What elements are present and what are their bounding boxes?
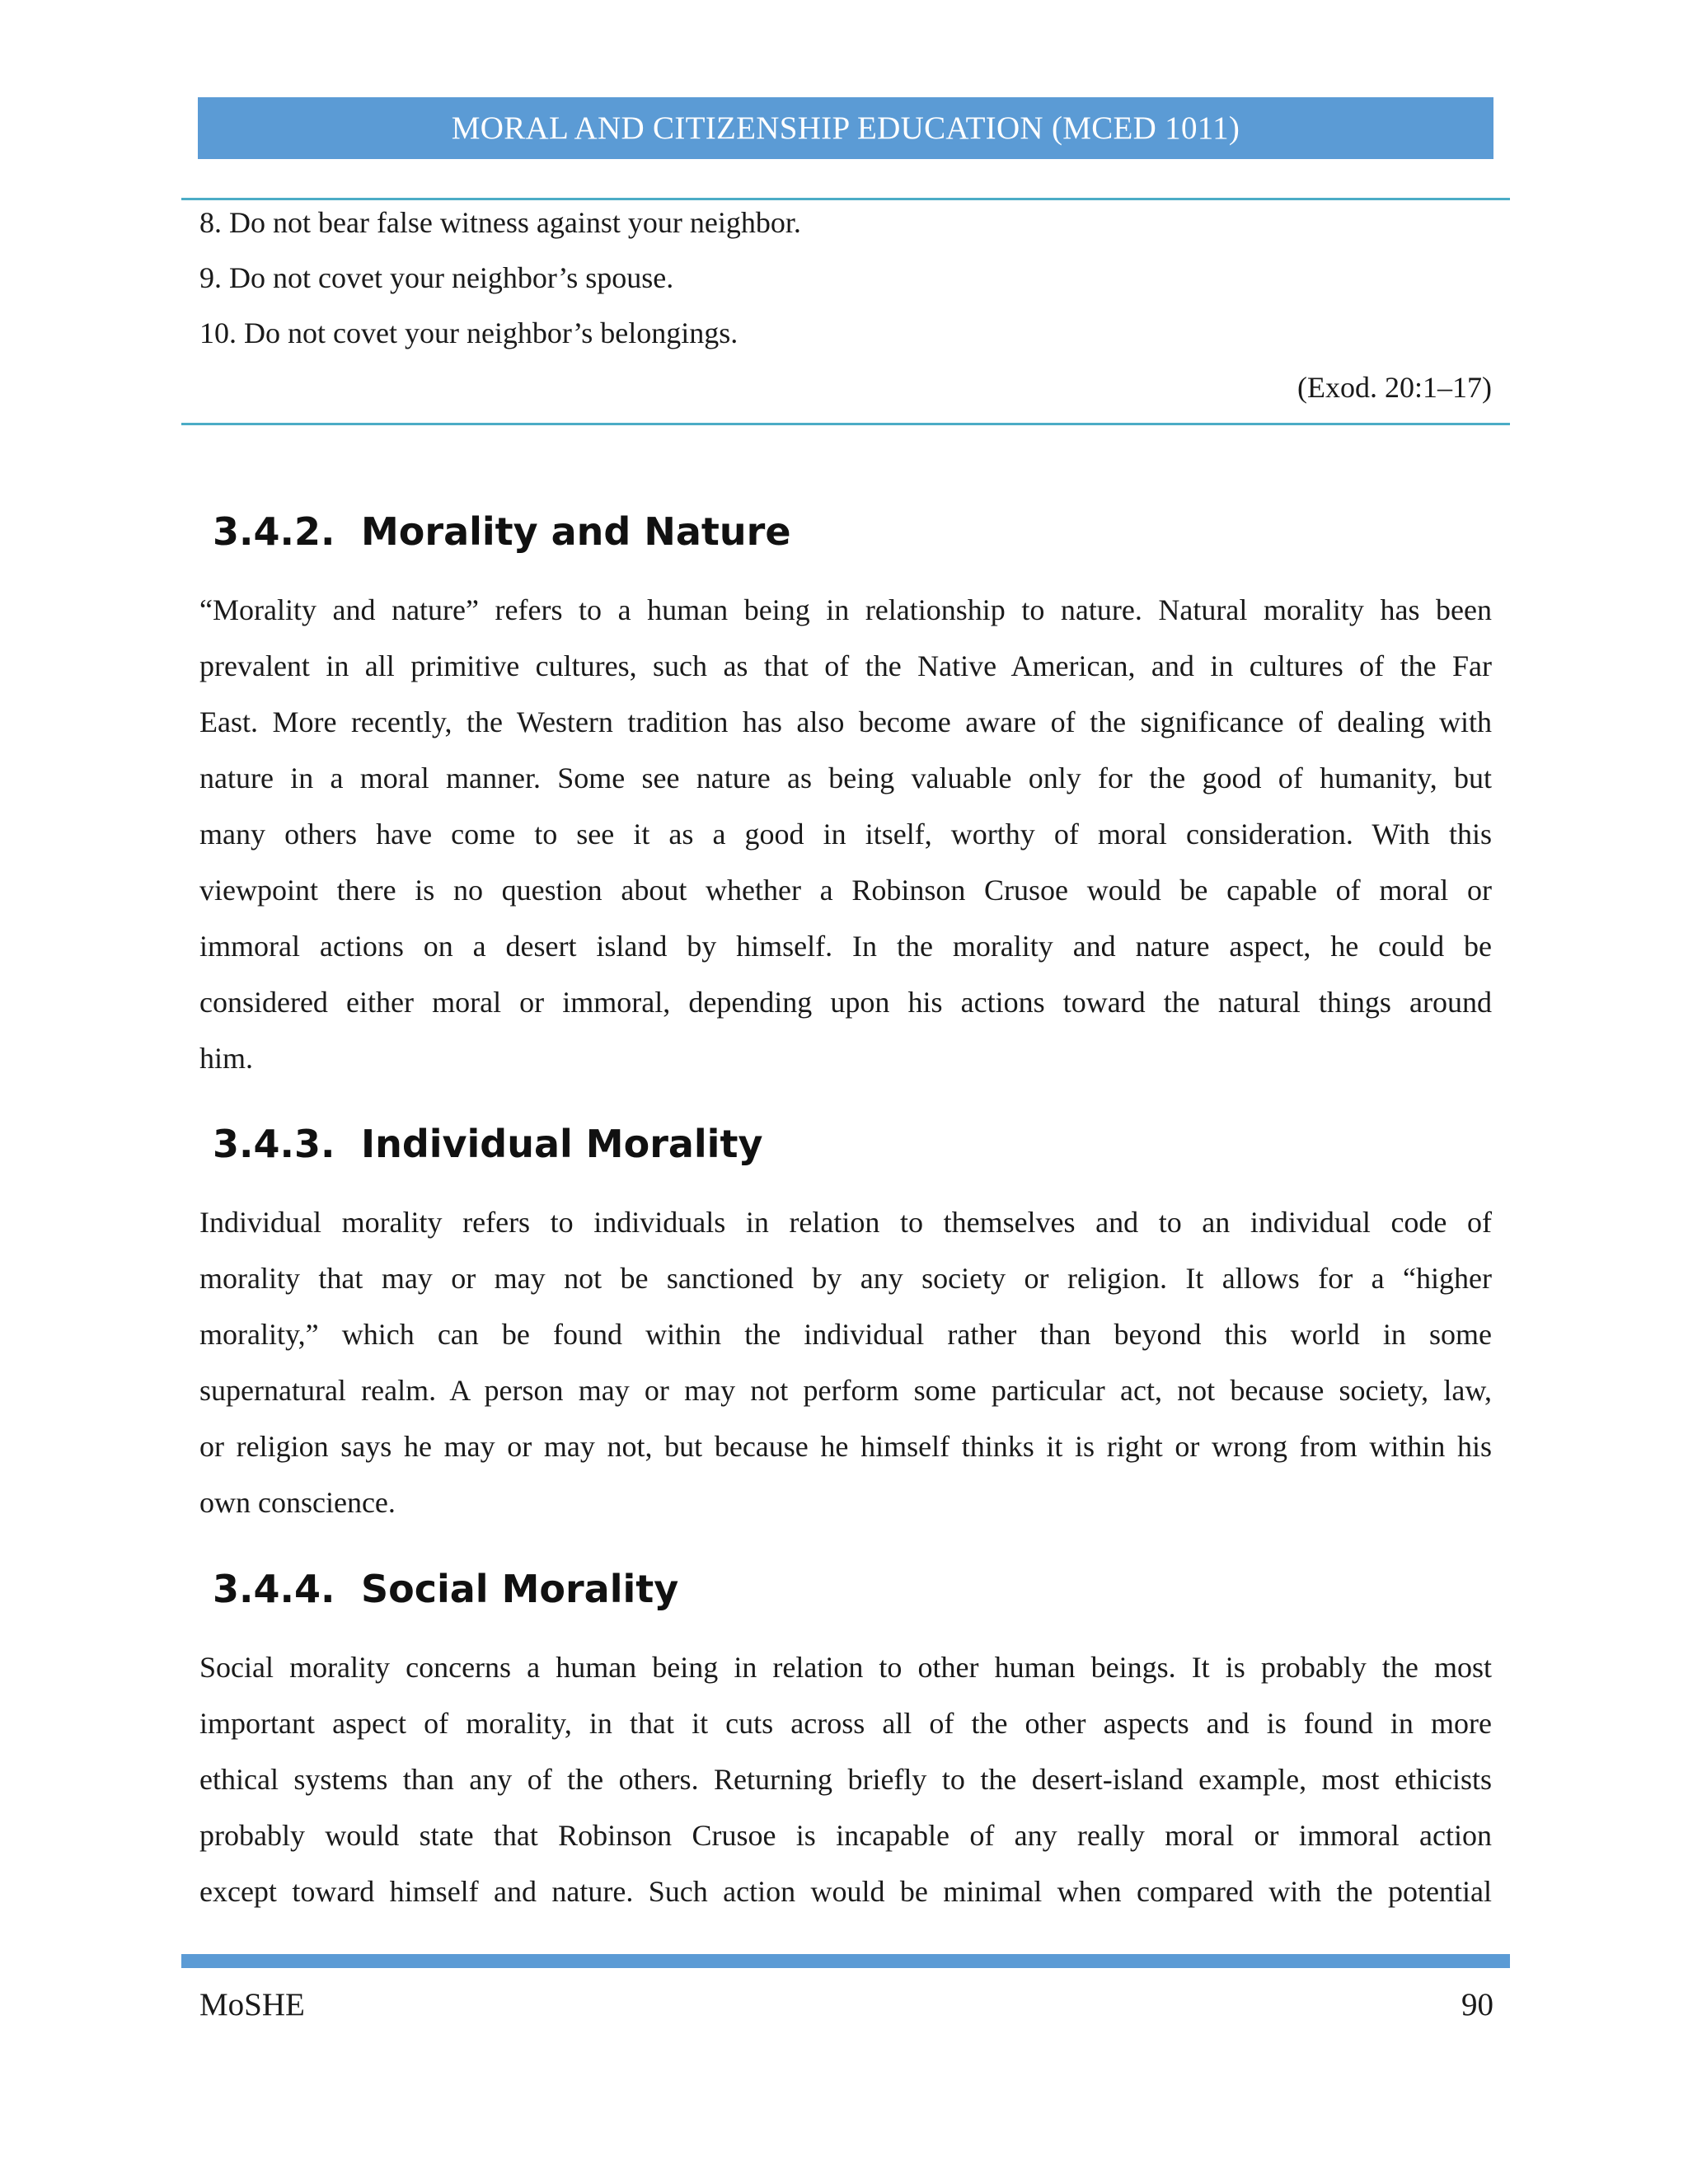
section-number: 3.4.2. xyxy=(213,509,335,554)
paragraph-individual-morality xyxy=(199,1194,1492,1530)
commandments-quote-box xyxy=(181,198,1510,425)
paragraph-line: supernatural realm. A person may or may not perform some particular act, not because society, law, xyxy=(199,1374,1492,1407)
quote-line: 9. Do not covet your neighbor’s spouse. xyxy=(199,261,674,294)
paragraph-line: prevalent in all primitive cultures, such as that of the Native American, and in cultures of the Far xyxy=(199,649,1492,682)
paragraph-line: except toward himself and nature. Such action would be minimal when compared with the potential xyxy=(199,1875,1492,1908)
section-number: 3.4.4. xyxy=(213,1567,335,1611)
paragraph-social-morality xyxy=(199,1639,1492,1919)
footer-divider xyxy=(181,1954,1510,1968)
quote-line: 8. Do not bear false witness against your neighbor. xyxy=(199,206,801,239)
paragraph-line: Individual morality refers to individuals in relation to themselves and to an individual code of xyxy=(199,1206,1492,1239)
paragraph-morality-and-nature xyxy=(199,582,1492,1086)
paragraph-line: own conscience. xyxy=(199,1486,396,1519)
paragraph-line: him. xyxy=(199,1042,254,1075)
paragraph-line: viewpoint there is no question about whether a Robinson Crusoe would be capable of moral or xyxy=(199,874,1492,907)
quote-reference: (Exod. 20:1–17) xyxy=(1297,371,1492,404)
quote-line: 10. Do not covet your neighbor’s belongings. xyxy=(199,316,738,349)
paragraph-line: “Morality and nature” refers to a human being in relationship to nature. Natural morality has been xyxy=(199,593,1492,626)
paragraph-line: important aspect of morality, in that it cuts across all of the other aspects and is found in more xyxy=(199,1707,1492,1740)
footer-publisher: MoSHE xyxy=(199,1987,305,2022)
paragraph-line: Social morality concerns a human being in relation to other human beings. It is probably the most xyxy=(199,1651,1492,1684)
paragraph-line: morality that may or may not be sanctioned by any society or religion. It allows for a “higher xyxy=(199,1262,1492,1295)
section-heading-individual-morality xyxy=(213,1121,762,1167)
paragraph-line: many others have come to see it as a good in itself, worthy of moral consideration. With this xyxy=(199,818,1492,851)
paragraph-line: East. More recently, the Western tradition has also become aware of the significance of dealing with xyxy=(199,705,1492,738)
section-heading-social-morality xyxy=(213,1566,678,1612)
paragraph-line: probably would state that Robinson Crusoe is incapable of any really moral or immoral action xyxy=(199,1819,1492,1852)
section-title: Individual Morality xyxy=(361,1122,763,1166)
paragraph-line: immoral actions on a desert island by himself. In the morality and nature aspect, he could be xyxy=(199,930,1492,963)
paragraph-line: nature in a moral manner. Some see nature as being valuable only for the good of humanity, but xyxy=(199,762,1492,794)
section-heading-morality-and-nature xyxy=(213,509,791,555)
paragraph-line: or religion says he may or may not, but because he himself thinks it is right or wrong from within his xyxy=(199,1430,1492,1463)
section-number: 3.4.3. xyxy=(213,1122,335,1166)
paragraph-line: morality,” which can be found within the individual rather than beyond this world in some xyxy=(199,1318,1492,1351)
running-header: MORAL AND CITIZENSHIP EDUCATION (MCED 1011) xyxy=(198,97,1493,159)
paragraph-line: ethical systems than any of the others. Returning briefly to the desert-island example, most ethicists xyxy=(199,1763,1492,1796)
section-title: Social Morality xyxy=(361,1567,679,1611)
paragraph-line: considered either moral or immoral, depending upon his actions toward the natural things around xyxy=(199,986,1492,1019)
page-number: 90 xyxy=(1461,1987,1493,2022)
section-title: Morality and Nature xyxy=(361,509,791,554)
